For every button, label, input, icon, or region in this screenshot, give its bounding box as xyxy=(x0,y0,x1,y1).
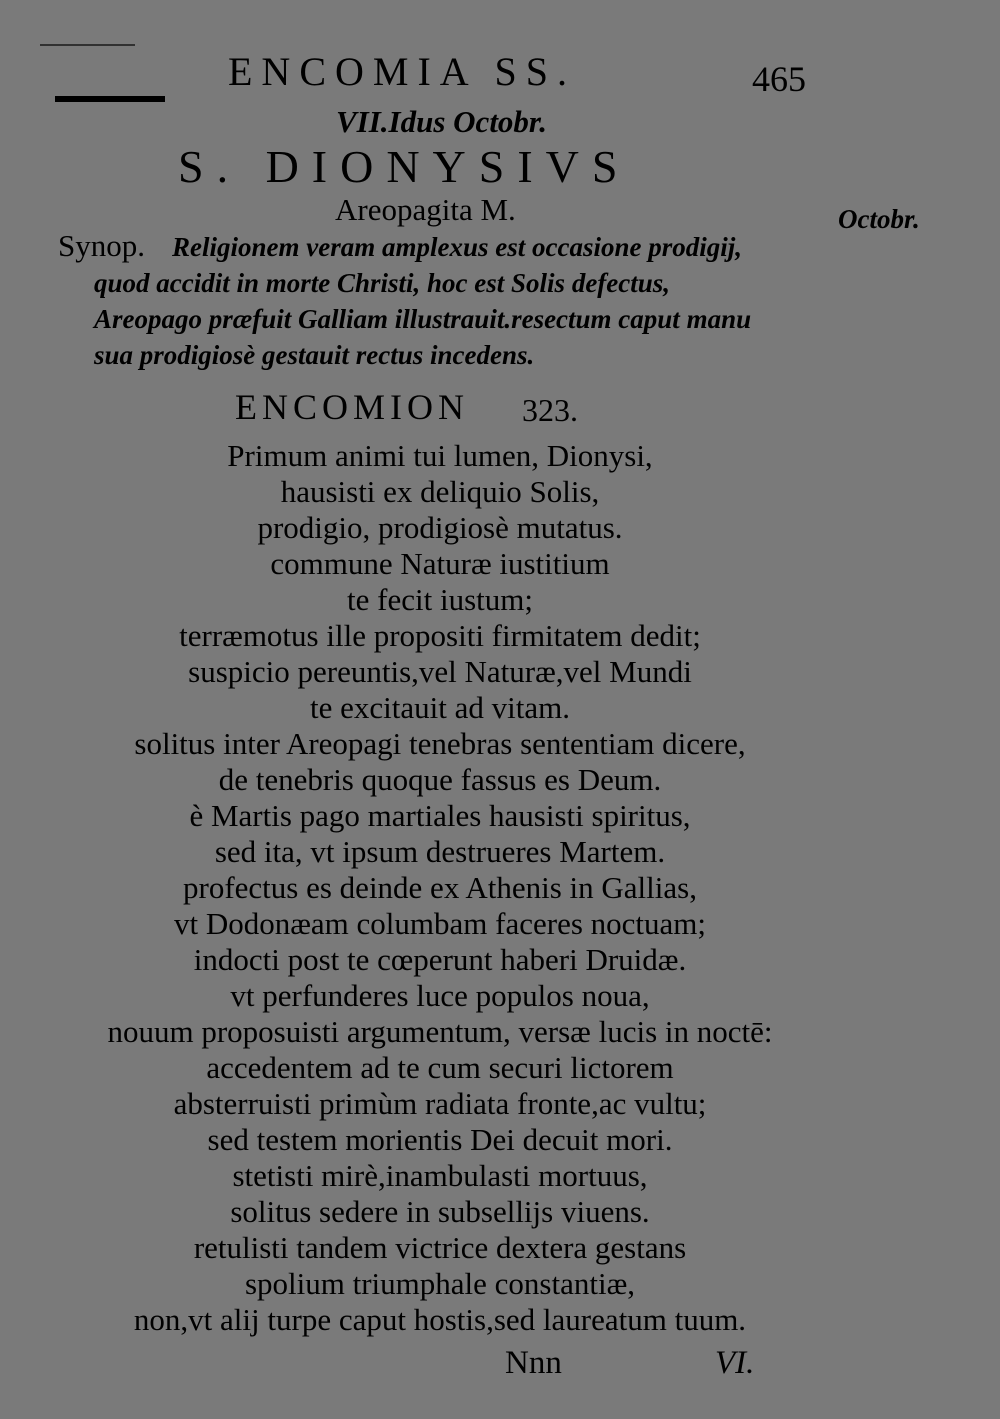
verse-line: te fecit iustum; xyxy=(347,582,533,617)
verse-line: vt perfunderes luce populos noua, xyxy=(230,978,650,1013)
verse-line: solitus inter Areopagi tenebras sententiam dicere, xyxy=(134,726,746,761)
verse-line: solitus sedere in subsellijs viuens. xyxy=(230,1194,650,1229)
verse-line: profectus es deinde ex Athenis in Gallias, xyxy=(183,870,697,905)
signature-mark: VI. xyxy=(715,1345,755,1381)
synopsis-line: Religionem veram amplexus est occasione prodigij, xyxy=(172,232,742,262)
running-header: ENCOMIA SS. xyxy=(228,49,576,94)
verse-line: absterruisti primùm radiata fronte,ac vultu; xyxy=(173,1086,707,1121)
verse-line: indocti post te cœperunt haberi Druidæ. xyxy=(193,942,687,977)
verse-line: sed testem morientis Dei decuit mori. xyxy=(207,1122,673,1157)
encomion-number: 323. xyxy=(522,392,578,428)
verse-line: Primum animi tui lumen, Dionysi, xyxy=(227,438,653,473)
verse-line: suspicio pereuntis,vel Naturæ,vel Mundi xyxy=(188,654,692,689)
verse-line: non,vt alij turpe caput hostis,sed laureatum tuum. xyxy=(133,1302,747,1337)
verse-line: terræmotus ille propositi firmitatem dedit; xyxy=(179,618,701,653)
encomion-title: ENCOMION xyxy=(235,387,469,427)
verse-line: commune Naturæ iustitium xyxy=(270,546,610,581)
decorative-rule xyxy=(55,96,165,102)
verse-line: accedentem ad te cum securi lictorem xyxy=(206,1050,674,1085)
verse-line: spolium triumphale constantiæ, xyxy=(244,1266,636,1301)
catchword: Nnn xyxy=(505,1345,562,1381)
verse-line: hausisti ex deliquio Solis, xyxy=(280,474,600,509)
decorative-dash xyxy=(40,44,135,46)
saint-name: S. DIONYSIVS xyxy=(178,141,631,192)
margin-note: Octobr. xyxy=(838,204,920,234)
verse-line: prodigio, prodigiosè mutatus. xyxy=(257,510,623,545)
synopsis-line: quod accidit in morte Christi, hoc est Solis defectus, xyxy=(94,268,671,298)
verse-line: retulisti tandem victrice dextera gestans xyxy=(193,1230,687,1265)
verse-line: de tenebris quoque fassus es Deum. xyxy=(218,762,662,797)
page-number: 465 xyxy=(752,59,806,99)
feast-date: VII.Idus Octobr. xyxy=(336,104,548,139)
verse-line: stetisti mirè,inambulasti mortuus, xyxy=(232,1158,648,1193)
synopsis-line: sua prodigiosè gestauit rectus incedens. xyxy=(94,340,535,370)
verse-line: vt Dodonæam columbam faceres noctuam; xyxy=(173,906,706,941)
saint-subtitle: Areopagita M. xyxy=(335,192,516,227)
synopsis-label: Synop. xyxy=(58,228,145,263)
verse-line: è Martis pago martiales hausisti spiritus, xyxy=(189,798,691,833)
verse-line: nouum proposuisti argumentum, versæ lucis in noctē: xyxy=(107,1014,773,1049)
verse-line: sed ita, vt ipsum destrueres Martem. xyxy=(214,834,666,869)
synopsis-line: Areopago præfuit Galliam illustrauit.resectum caput manu xyxy=(94,304,752,334)
verse-line: te excitauit ad vitam. xyxy=(310,690,570,725)
